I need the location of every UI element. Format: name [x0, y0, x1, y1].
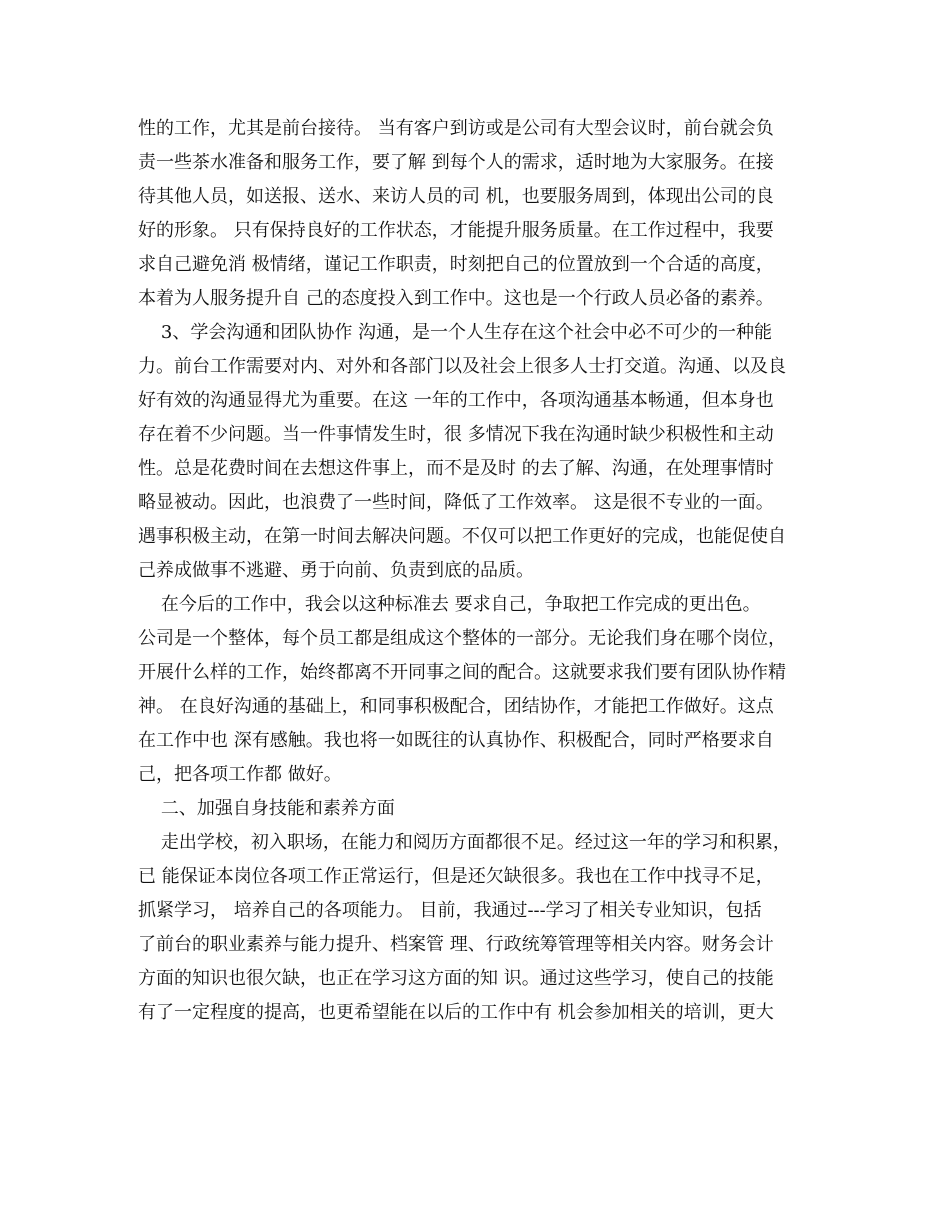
text-line: 神。 在良好沟通的基础上，和同事积极配合，团结协作，才能把工作做好。这点 [138, 696, 774, 717]
text-line: 方面的知识也很欠缺，也正在学习这方面的知 识。通过这些学习，使自己的技能 [138, 968, 774, 989]
text-line: 力。前台工作需要对内、对外和各部门以及社会上很多人士打交道。沟通、以及良 [138, 356, 786, 377]
text-line: 待其他人员，如送报、送水、来访人员的司 机，也要服务周到，体现出公司的良 [138, 186, 774, 207]
text-line: 有了一定程度的提高，也更希望能在以后的工作中有 机会参加相关的培训，更大 [138, 1002, 774, 1023]
text-line: 略显被动。因此，也浪费了一些时间，降低了工作效率。 这是很不专业的一面。 [138, 492, 774, 513]
text-line: 求自己避免消 极情绪，谨记工作职责，时刻把自己的位置放到一个合适的高度， [138, 254, 774, 275]
text-line: 责一些茶水准备和服务工作，要了解 到每个人的需求，适时地为大家服务。在接 [138, 152, 774, 173]
text-line: 在今后的工作中，我会以这种标准去 要求自己，争取把工作完成的更出色。 [138, 594, 761, 615]
text-line: 性的工作，尤其是前台接待。 当有客户到访或是公司有大型会议时，前台就会负 [138, 118, 774, 139]
text-line: 好有效的沟通显得尤为重要。在这 一年的工作中，各项沟通基本畅通，但本身也 [138, 390, 774, 411]
text-line: 走出学校，初入职场，在能力和阅历方面都很不足。经过这一年的学习和积累， [138, 832, 791, 853]
text-line: 开展什么样的工作，始终都离不开同事之间的配合。这就要求我们要有团队协作精 [138, 662, 786, 683]
text-line: 己养成做事不逃避、勇于向前、负责到底的品质。 [138, 560, 534, 581]
text-line: 已 能保证本岗位各项工作正常运行，但是还欠缺很多。我也在工作中找寻不足， [138, 866, 774, 887]
body-text [138, 112, 828, 1030]
text-line: 3、学会沟通和团队协作 沟通，是一个人生存在这个社会中必不可少的一种能 [138, 322, 773, 343]
text-line: 好的形象。 只有保持良好的工作状态，才能提升服务质量。在工作过程中，我要 [138, 220, 774, 241]
text-line: 遇事积极主动，在第一时间去解决问题。不仅可以把工作更好的完成，也能促使自 [138, 526, 786, 547]
text-line: 性。总是花费时间在去想这件事上，而不是及时 的去了解、沟通，在处理事情时 [138, 458, 774, 479]
section-heading: 二、加强自身技能和素养方面 [138, 798, 395, 819]
text-line: 己，把各项工作都 做好。 [138, 764, 342, 785]
text-line: 公司是一个整体，每个员工都是组成这个整体的一部分。无论我们身在哪个岗位， [138, 628, 786, 649]
text-line: 在工作中也 深有感触。我也将一如既往的认真协作、积极配合，同时严格要求自 [138, 730, 774, 751]
text-line: 了前台的职业素养与能力提升、档案管 理、行政统筹管理等相关内容。财务会计 [138, 934, 774, 955]
text-line: 存在着不少问题。当一件事情发生时，很 多情况下我在沟通时缺少积极性和主动 [138, 424, 774, 445]
text-line: 本着为人服务提升自 己的态度投入到工作中。这也是一个行政人员必备的素养。 [138, 288, 774, 309]
text-line: 抓紧学习， 培养自己的各项能力。 目前，我通过---学习了相关专业知识，包括 [138, 900, 762, 921]
